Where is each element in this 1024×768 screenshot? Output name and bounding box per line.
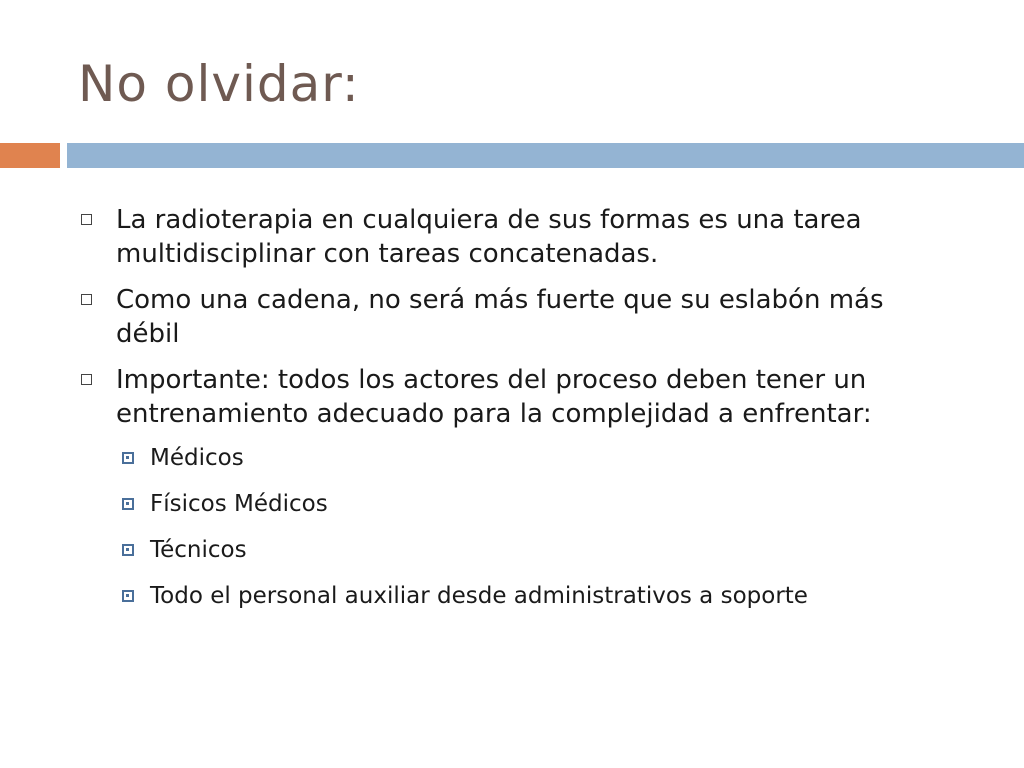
blue-square-bullet-icon [122,544,134,556]
sub-bullet-text: Físicos Médicos [150,491,328,517]
sub-bullet-item [122,581,978,611]
title-accent-bar-orange [0,143,60,168]
slide-title: No olvidar: [78,55,360,113]
sub-bullet-item [122,489,978,519]
bullet-item [78,283,936,351]
bullet-text: Importante: todos los actores del proceso deben tener un entrenamiento adecuado para la complejidad a enfrentar: [116,365,872,429]
sub-bullet-text: Todo el personal auxiliar desde administrativos a soporte [150,583,808,609]
bullet-item [78,363,936,431]
bullet-item [78,203,936,271]
bullet-text: La radioterapia en cualquiera de sus formas es una tarea multidisciplinar con tareas concatenadas. [116,205,862,269]
hollow-square-bullet-icon [81,214,92,225]
sub-bullet-item [122,535,978,565]
blue-square-bullet-icon [122,590,134,602]
bullet-list [78,203,978,627]
blue-square-bullet-icon [122,498,134,510]
sub-bullet-text: Médicos [150,445,244,471]
title-accent-bar-blue [67,143,1024,168]
sub-bullet-text: Técnicos [150,537,247,563]
sub-bullet-item [122,443,978,473]
blue-square-bullet-icon [122,452,134,464]
hollow-square-bullet-icon [81,374,92,385]
bullet-text: Como una cadena, no será más fuerte que su eslabón más débil [116,285,884,349]
hollow-square-bullet-icon [81,294,92,305]
